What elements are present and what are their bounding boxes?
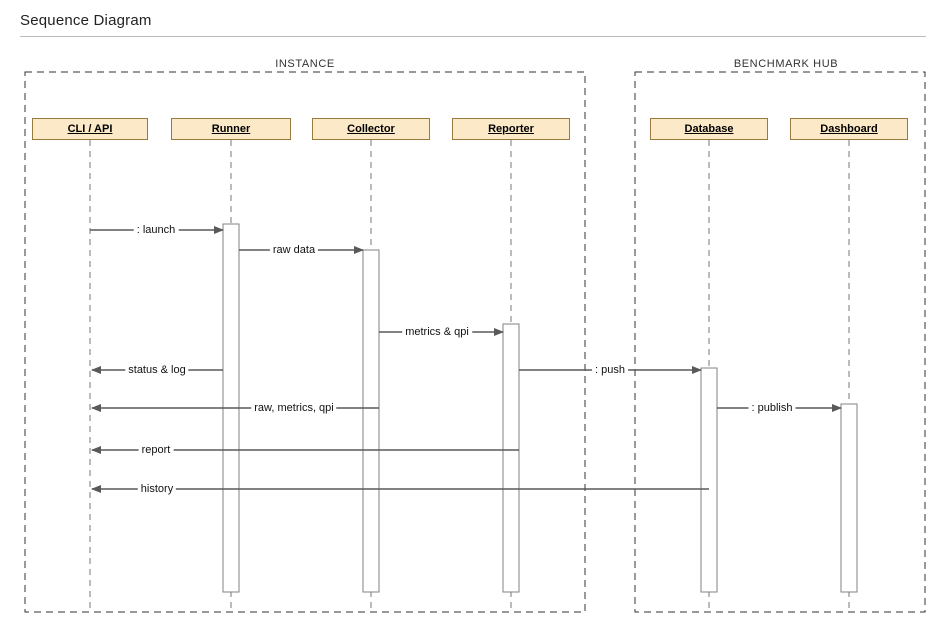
lifeline-header[interactable]	[452, 118, 570, 140]
message-label: : launch	[134, 224, 179, 236]
frame-boundary	[25, 72, 585, 612]
activation-bar	[841, 404, 857, 592]
lifelines-layer	[90, 140, 849, 608]
lifeline-header[interactable]	[312, 118, 430, 140]
frame-label: INSTANCE	[275, 58, 335, 70]
frame-label: BENCHMARK HUB	[733, 58, 839, 70]
message-label: : publish	[749, 402, 796, 414]
message-label: raw, metrics, qpi	[251, 402, 336, 414]
message-label: status & log	[125, 364, 188, 376]
lifeline-header[interactable]	[32, 118, 148, 140]
activation-bar	[503, 324, 519, 592]
frame-boundary	[635, 72, 925, 612]
messages-layer	[90, 230, 841, 489]
lifeline-label: Runner	[211, 123, 251, 135]
lifeline-header[interactable]	[650, 118, 768, 140]
lifeline-label: Dashboard	[820, 123, 878, 135]
message-label: history	[138, 483, 176, 495]
page-title: Sequence Diagram	[20, 12, 152, 29]
activation-bar	[701, 368, 717, 592]
lifeline-header[interactable]	[171, 118, 291, 140]
lifeline-label: Collector	[347, 123, 395, 135]
lifeline-label: Database	[684, 123, 734, 135]
message-label: raw data	[270, 244, 318, 256]
lifeline-label: CLI / API	[67, 123, 113, 135]
message-label: : push	[592, 364, 628, 376]
lifeline-label: Reporter	[488, 123, 534, 135]
lifeline-header[interactable]	[790, 118, 908, 140]
activation-bar	[363, 250, 379, 592]
message-label: report	[139, 444, 174, 456]
message-label: metrics & qpi	[402, 326, 472, 338]
frames-layer	[25, 72, 925, 612]
